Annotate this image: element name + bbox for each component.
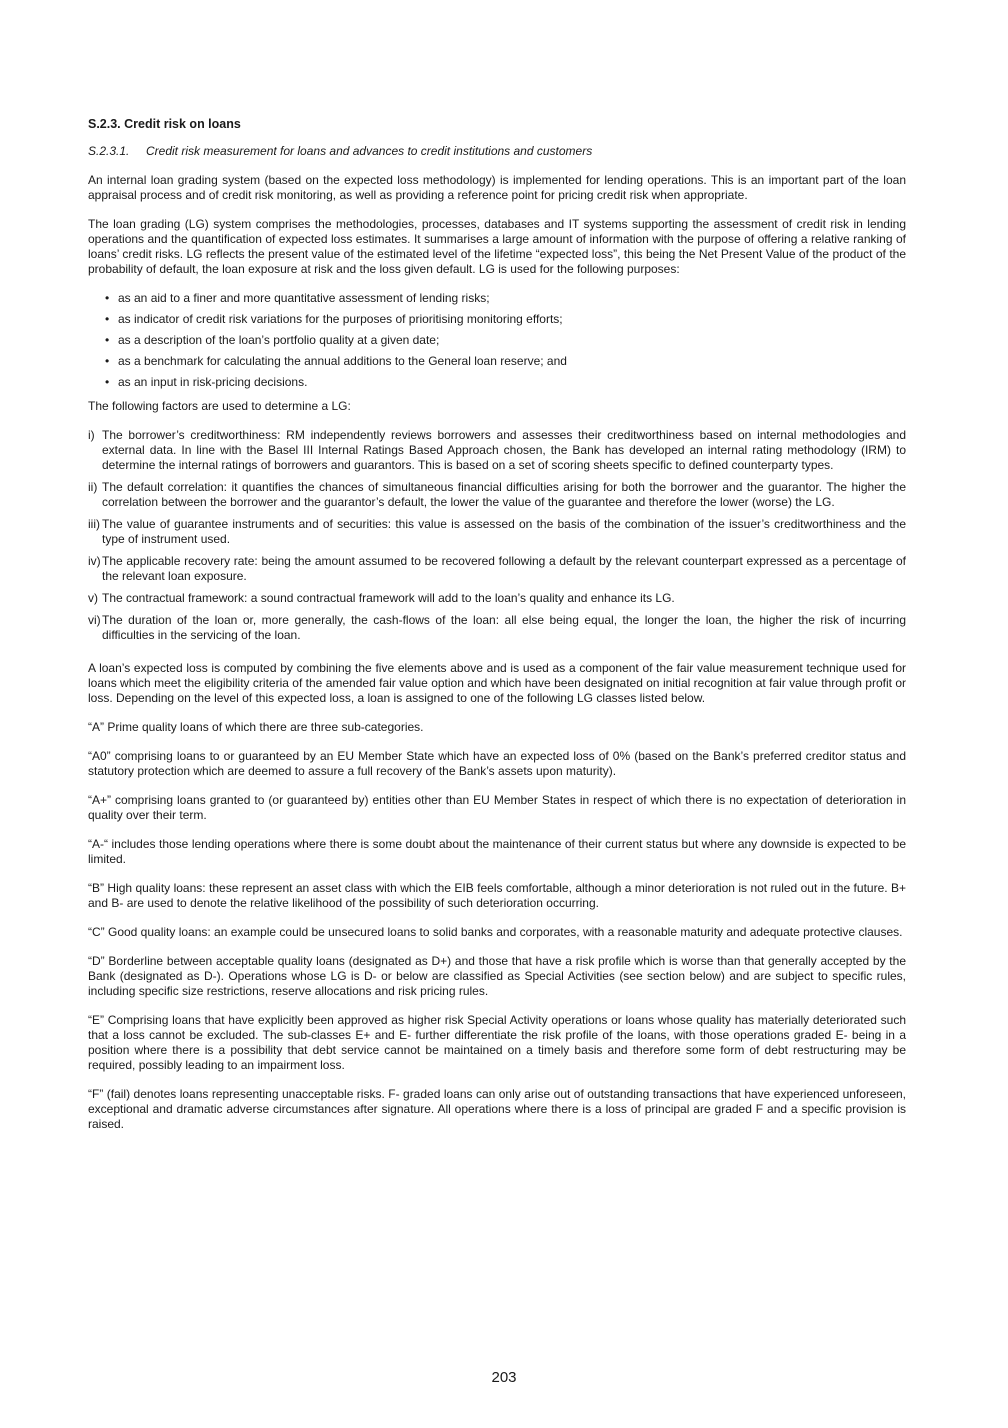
factor-item — [88, 428, 906, 473]
paragraph-class-e: “E” Comprising loans that have explicitly been approved as higher risk Special Activity operations or loans whose quality has materially deteriorated such that a loss cannot be excluded. The sub-classes E+ and E- further differentiate the risk profile of the loans, with those operations graded E- being in a position where there is a possibility that debt service cannot be maintained on a timely basis and therefore some form of debt restructuring may be required, possibly leading to an impairment loss. — [88, 1013, 906, 1072]
paragraph-class-a-minus: “A-“ includes those lending operations where there is some doubt about the maintenance of their current status but where any downside is expected to be limited. — [88, 837, 906, 866]
paragraph-class-f: “F” (fail) denotes loans representing unacceptable risks. F- graded loans can only arise out of outstanding transactions that have experienced unforeseen, exceptional and dramatic adverse circumstances after signature. All operations where there is a loss of principal are graded F and a specific provision is raised. — [88, 1087, 906, 1131]
factor-marker: vi) — [88, 613, 101, 627]
list-item: • as an input in risk-pricing decisions. — [118, 375, 906, 390]
paragraph-class-a: “A” Prime quality loans of which there are three sub-categories. — [88, 720, 424, 734]
factor-marker: ii) — [88, 480, 98, 494]
factor-text: The contractual framework: a sound contractual framework will add to the loan’s quality and enhance its LG. — [102, 591, 675, 605]
paragraph-class-d: “D” Borderline between acceptable quality loans (designated as D+) and those that have a risk profile which is worse than that generally accepted by the Bank (designated as D-). Operations whose LG is D- or below are classified as Special Activities (see section below) and are subject to specific rules, including specific size restrictions, reserve allocations and risk pricing rules. — [88, 954, 906, 998]
factor-text: The duration of the loan or, more generally, the cash-flows of the loan: all else being equal, the longer the loan, the higher the risk of incurring difficulties in the servicing of the loan. — [102, 613, 906, 642]
paragraph-intro-2: The loan grading (LG) system comprises the methodologies, processes, databases and IT systems supporting the assessment of credit risk in lending operations and the quantification of expected loss estimates. It summarises a large amount of information with the purpose of offering a relative ranking of loans’ credit risks. LG reflects the present value of the estimated level of the lifetime “expected loss”, this being the Net Present Value of the product of the probability of default, the loan exposure at risk and the loss given default. LG is used for the following purposes: — [88, 217, 906, 276]
subsection-heading — [88, 144, 906, 159]
factor-text: The default correlation: it quantifies the chances of simultaneous financial difficulties arising for both the borrower and the guarantor. The higher the correlation between the borrower and the guarantor’s default, the lower the value of the guarantee and therefore the lower (worse) the LG. — [102, 480, 906, 509]
list-item: • as a benchmark for calculating the annual additions to the General loan reserve; and — [118, 354, 906, 369]
page-number: 203 — [491, 1369, 517, 1386]
factor-marker: iv) — [88, 554, 101, 568]
factor-marker: iii) — [88, 517, 100, 531]
list-item: • as an aid to a finer and more quantitative assessment of lending risks; — [118, 291, 906, 306]
subsection-number: S.2.3.1. — [88, 144, 130, 158]
subsection-title: Credit risk measurement for loans and advances to credit institutions and customers — [146, 144, 593, 158]
paragraph-class-c: “C” Good quality loans: an example could be unsecured loans to solid banks and corporates, with a reasonable maturity and adequate protective clauses. — [88, 925, 903, 939]
paragraph-class-a-plus: “A+” comprising loans granted to (or guaranteed by) entities other than EU Member States in respect of which there is no expectation of deterioration in quality over their term. — [88, 793, 906, 822]
factor-item — [88, 554, 906, 584]
factor-text: The applicable recovery rate: being the amount assumed to be recovered following a default by the relevant counterpart expressed as a percentage of the relevant loan exposure. — [102, 554, 906, 583]
factor-marker: i) — [88, 428, 95, 442]
factor-text: The value of guarantee instruments and of securities: this value is assessed on the basis of the combination of the issuer’s creditworthiness and the type of instrument used. — [102, 517, 906, 546]
list-item: • as a description of the loan’s portfolio quality at a given date; — [118, 333, 906, 348]
document-page — [88, 117, 906, 1146]
factor-marker: v) — [88, 591, 98, 605]
factor-item — [88, 591, 906, 606]
factor-item — [88, 480, 906, 510]
factors-intro: The following factors are used to determine a LG: — [88, 399, 351, 413]
purposes-list — [88, 291, 906, 390]
factor-item — [88, 613, 906, 643]
paragraph-expected-loss: A loan’s expected loss is computed by combining the five elements above and is used as a component of the fair value measurement technique used for loans which meet the eligibility criteria of the amended fair value option and which have been designated on initial recognition at fair value through profit or loss. Depending on the level of this expected loss, a loan is assigned to one of the following LG classes listed below. — [88, 661, 906, 705]
paragraph-class-b: “B” High quality loans: these represent an asset class with which the EIB feels comfortable, although a minor deterioration is not ruled out in the future. B+ and B- are used to denote the relative likelihood of the possibility of such deterioration occurring. — [88, 881, 906, 910]
paragraph-intro-1: An internal loan grading system (based on the expected loss methodology) is implemented for lending operations. This is an important part of the loan appraisal process and of credit risk monitoring, as well as providing a reference point for pricing credit risk when appropriate. — [88, 173, 906, 202]
factors-list — [88, 428, 906, 643]
list-item: • as indicator of credit risk variations for the purposes of prioritising monitoring efforts; — [118, 312, 906, 327]
paragraph-class-a0: “A0” comprising loans to or guaranteed by an EU Member State which have an expected loss of 0% (based on the Bank’s preferred creditor status and statutory protection which are deemed to assure a full recovery of the Bank’s assets upon maturity). — [88, 749, 906, 778]
factor-item — [88, 517, 906, 547]
factor-text: The borrower’s creditworthiness: RM independently reviews borrowers and assesses their creditworthiness based on internal methodologies and external data. In line with the Basel III Internal Ratings Based Approach chosen, the Bank has developed an internal rating methodology (IRM) to determine the internal ratings of borrowers and guarantors. This is based on a set of scoring sheets specific to defined counterparty types. — [102, 428, 906, 472]
section-heading: S.2.3. Credit risk on loans — [88, 117, 241, 131]
